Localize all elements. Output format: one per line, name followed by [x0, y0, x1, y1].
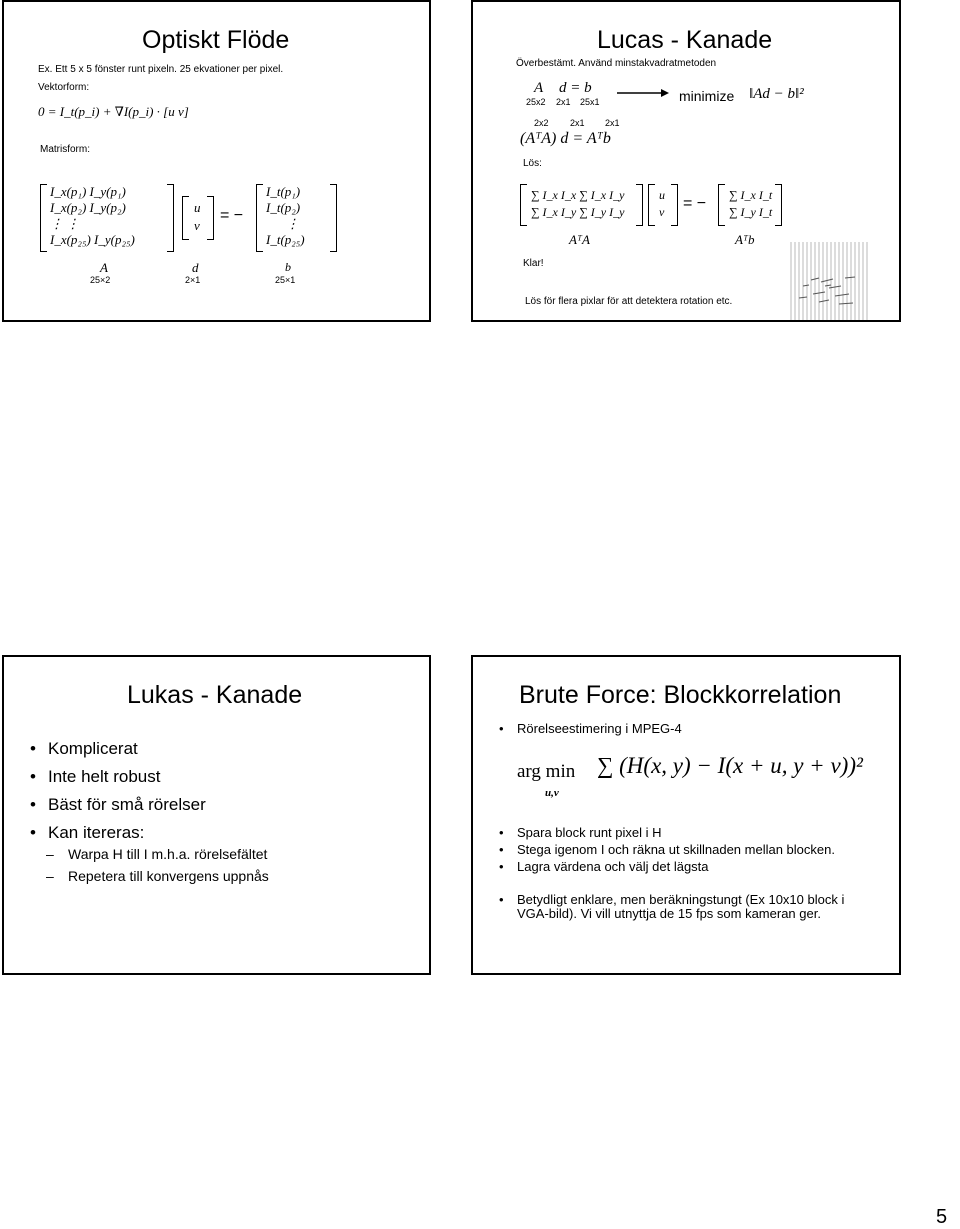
dim-d: 2×1	[185, 275, 201, 285]
list-item: • Rörelseestimering i MPEG-4	[499, 721, 682, 736]
formula-argmin: arg min	[517, 761, 576, 782]
label-d: d	[192, 260, 199, 275]
dim-b: 25×1	[275, 275, 296, 285]
rhs-left-bracket	[718, 184, 725, 226]
vector-d-v: v	[194, 218, 200, 233]
bullet-list	[499, 824, 835, 875]
vector-d	[194, 199, 201, 235]
equals-minus: = −	[220, 207, 244, 224]
label-ata: AᵀA	[569, 232, 590, 247]
minimize-norm: ‖Ad − b‖²	[749, 86, 804, 102]
eq1-rest: d = b	[559, 80, 592, 96]
vector-b-row: I_t(p₁)	[266, 184, 301, 199]
rhs-vector	[729, 187, 772, 221]
slide-brute-force	[471, 655, 901, 975]
klar-label: Klar!	[523, 258, 544, 269]
arrow-icon	[617, 88, 669, 98]
matrix-a-right-bracket	[167, 184, 174, 252]
slide-title: Lucas - Kanade	[597, 26, 773, 54]
formula-subscript: u,v	[545, 787, 559, 799]
rhs-row: ∑ I_x I_t	[729, 188, 773, 202]
list-item: • Komplicerat	[30, 735, 206, 763]
equals-minus: = −	[683, 195, 707, 212]
rhs-right-bracket	[775, 184, 782, 226]
vector-equation: 0 = I_t(p_i) + ∇I(p_i) · [u v]	[38, 104, 189, 119]
list-item: • Kan itereras:	[30, 819, 206, 847]
matrix-a-row: I_x(p₁) I_y(p₁)	[50, 184, 126, 199]
sub-item: – Repetera till konvergens uppnås	[30, 865, 269, 887]
vector-b-row: I_t(p₂)	[266, 200, 301, 215]
vector-d-u: u	[194, 200, 201, 215]
matrix-label: Matrisform:	[40, 144, 90, 155]
los-label: Lös:	[523, 158, 542, 169]
eq2: (AᵀA) d = Aᵀb	[520, 130, 611, 147]
slide-lucas-kanade-math	[471, 0, 901, 322]
page-number: 5	[936, 1206, 948, 1228]
list-item: • Bäst för små rörelser	[30, 791, 206, 819]
slide-title: Optiskt Flöde	[142, 26, 290, 54]
list-item: • Lagra värdena och välj det lägsta	[499, 858, 835, 875]
intro-text: Ex. Ett 5 x 5 fönster runt pixeln. 25 ekvationer per pixel.	[38, 64, 284, 75]
vector-b-left-bracket	[256, 184, 263, 252]
label-a: A	[100, 260, 108, 275]
eq1-dim: 2x1	[556, 97, 571, 107]
matrix-a-left-bracket	[40, 184, 47, 252]
matrix-row: ∑ I_x I_y ∑ I_y I_y	[531, 205, 625, 219]
formula-body: ∑ (H(x, y) − I(x + u, y + v))²	[597, 753, 863, 778]
rhs-row: ∑ I_y I_t	[729, 205, 773, 219]
intro-bullet	[499, 721, 682, 736]
slide-title: Brute Force: Blockkorrelation	[519, 681, 842, 709]
vector-v: v	[659, 205, 665, 219]
eq2-dim: 2x1	[570, 118, 585, 128]
vector-d-right-bracket	[207, 196, 214, 240]
vector-u: u	[659, 188, 665, 202]
slide-lukas-kanade-notes	[2, 655, 431, 975]
intro-text: Överbestämt. Använd minstakvadratmetoden	[516, 58, 717, 69]
label-b: b	[285, 260, 291, 274]
matrix-a-row: I_x(p₂₅) I_y(p₂₅)	[50, 232, 135, 247]
flow-field-thumbnail	[789, 242, 871, 322]
summary-bullet	[499, 893, 844, 921]
matrix-right-bracket	[636, 184, 643, 226]
list-item: • Stega igenom I och räkna ut skillnaden mellan blocken.	[499, 841, 835, 858]
list-item: • Spara block runt pixel i H	[499, 824, 835, 841]
eq1-a: A	[534, 80, 544, 96]
slide-optiskt-flode	[2, 0, 431, 322]
dim-a: 25×2	[90, 275, 111, 285]
eq1-dim: 25x2	[526, 97, 546, 107]
matrix-left-bracket	[520, 184, 527, 226]
slide-title: Lukas - Kanade	[127, 681, 303, 709]
eq2-dim: 2x1	[605, 118, 620, 128]
vector-uv	[659, 187, 665, 221]
matrix-a-row: ⋮ ⋮	[50, 216, 80, 231]
sub-item: – Warpa H till I m.h.a. rörelsefältet	[30, 843, 269, 865]
minimize-label: minimize	[679, 88, 735, 104]
vector-b-row: I_t(p₂₅)	[266, 232, 305, 247]
summary-line: • Betydligt enklare, men beräkningstungt (Ex 10x10 block i	[517, 892, 845, 907]
vector-b-right-bracket	[330, 184, 337, 252]
matrix-a	[50, 184, 135, 248]
eq1-dim: 25x1	[580, 97, 600, 107]
vector-d-left-bracket	[182, 196, 189, 240]
sub-list	[30, 843, 269, 887]
vector-left-bracket	[648, 184, 655, 226]
matrix-a-row: I_x(p₂) I_y(p₂)	[50, 200, 126, 215]
footer-text: Lös för flera pixlar för att detektera rotation etc.	[525, 296, 733, 307]
bullet-list	[30, 735, 206, 847]
list-item	[499, 893, 844, 921]
eq2-dim: 2x2	[534, 118, 549, 128]
matrix-row: ∑ I_x I_x ∑ I_x I_y	[531, 188, 625, 202]
vector-right-bracket	[671, 184, 678, 226]
summary-line: VGA-bild). Vi vill utnyttja de 15 fps som kameran ger.	[517, 906, 821, 921]
matrix-ata	[531, 187, 624, 221]
label-atb: Aᵀb	[735, 232, 755, 247]
list-item: • Inte helt robust	[30, 763, 206, 791]
vector-b	[266, 184, 305, 248]
vector-label: Vektorform:	[38, 82, 90, 93]
vector-b-row: ⋮	[286, 216, 299, 231]
